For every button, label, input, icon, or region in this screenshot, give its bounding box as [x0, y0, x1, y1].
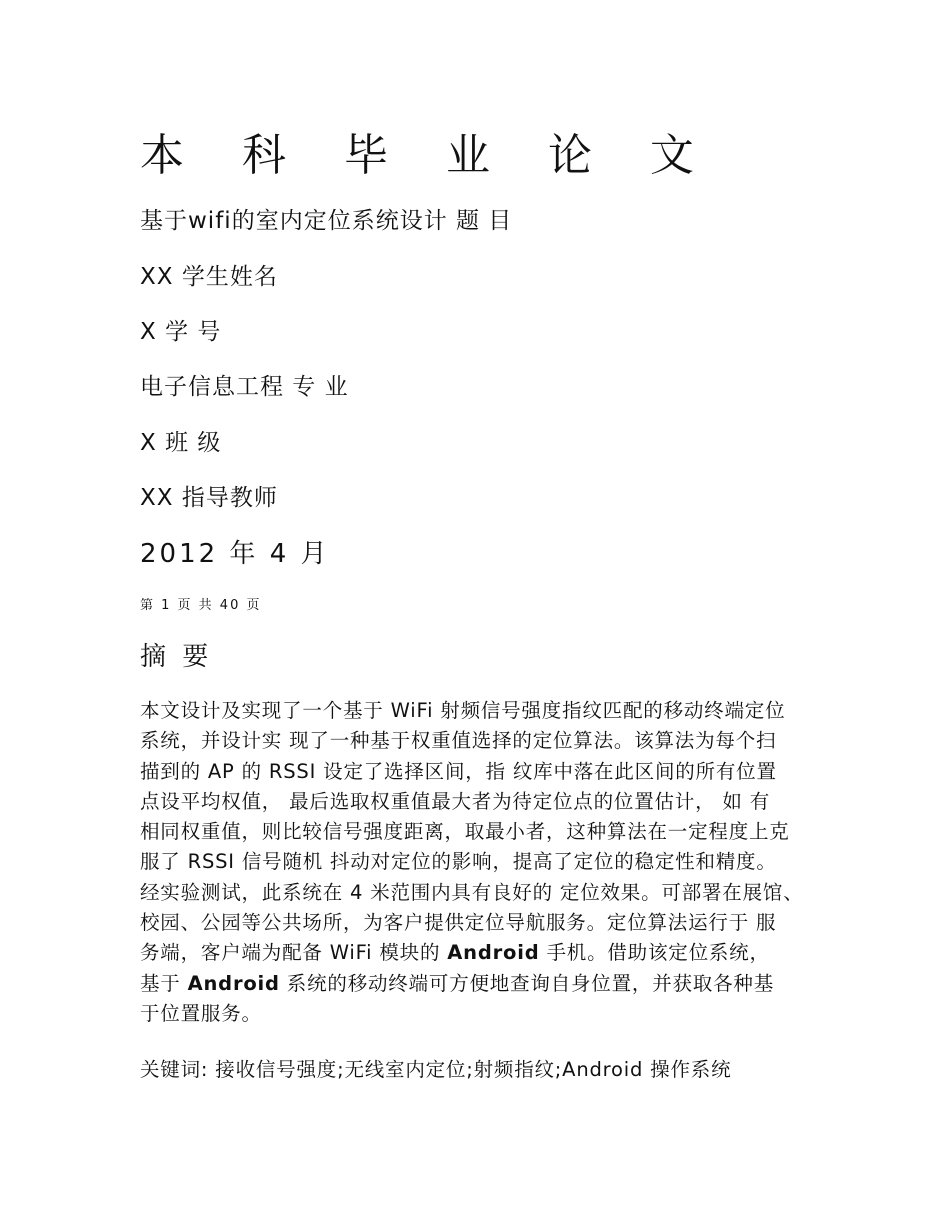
abstract-line: 经实验测试，此系统在 4 米范围内具有良好的 定位效果。可部署在展馆、	[140, 880, 804, 904]
abstract-line: 系统，并设计实 现了一种基于权重值选择的定位算法。该算法为每个扫	[140, 729, 777, 753]
abstract-body	[140, 696, 820, 1029]
abstract-line: 校园、公园等公共场所，为客户提供定位导航服务。定位算法运行于 服	[140, 911, 777, 935]
abstract-text: 手机。借助该定位系统，	[539, 941, 770, 965]
field-student-id: X 学 号	[140, 319, 222, 345]
field-major: 电子信息工程 专 业	[140, 374, 349, 400]
abstract-line: 于位置服务。	[140, 1001, 262, 1025]
abstract-bold-term: Android	[187, 971, 280, 995]
field-student-name: XX 学生姓名	[140, 264, 278, 290]
field-class: X 班 级	[140, 430, 222, 456]
field-topic: 基于wifi的室内定位系统设计 题 目	[140, 208, 513, 234]
abstract-line: 相同权重值，则比较信号强度距离，取最小者，这种算法在一定程度上克	[140, 820, 790, 844]
abstract-line: 描到的 AP 的 RSSI 设定了选择区间，指 纹库中落在此区间的所有位置	[140, 759, 777, 783]
abstract-text: 系统的移动终端可方便地查询自身位置，并获取各种基	[279, 971, 775, 995]
abstract-line	[140, 938, 820, 968]
field-advisor: XX 指导教师	[140, 485, 278, 511]
abstract-line	[140, 969, 820, 999]
keywords-line: 关键词: 接收信号强度;无线室内定位;射频指纹;Android 操作系统	[140, 1058, 732, 1081]
abstract-line: 本文设计及实现了一个基于 WiFi 射频信号强度指纹匹配的移动终端定位	[140, 699, 786, 722]
thesis-title: 本 科 毕 业 论 文	[140, 130, 716, 181]
abstract-heading: 摘 要	[140, 642, 213, 672]
page-number: 第 1 页 共 40 页	[140, 598, 262, 613]
abstract-bold-term: Android	[447, 941, 540, 965]
abstract-line: 点设平均权值， 最后选取权重值最大者为待定位点的位置估计， 如 有	[140, 789, 770, 813]
abstract-text: 务端，客户端为配备 WiFi 模块的	[140, 941, 448, 965]
field-date: 2012 年 4 月	[140, 539, 330, 569]
abstract-text: 基于	[140, 971, 188, 995]
abstract-line: 服了 RSSI 信号随机 抖动对定位的影响，提高了定位的稳定性和精度。	[140, 850, 777, 874]
